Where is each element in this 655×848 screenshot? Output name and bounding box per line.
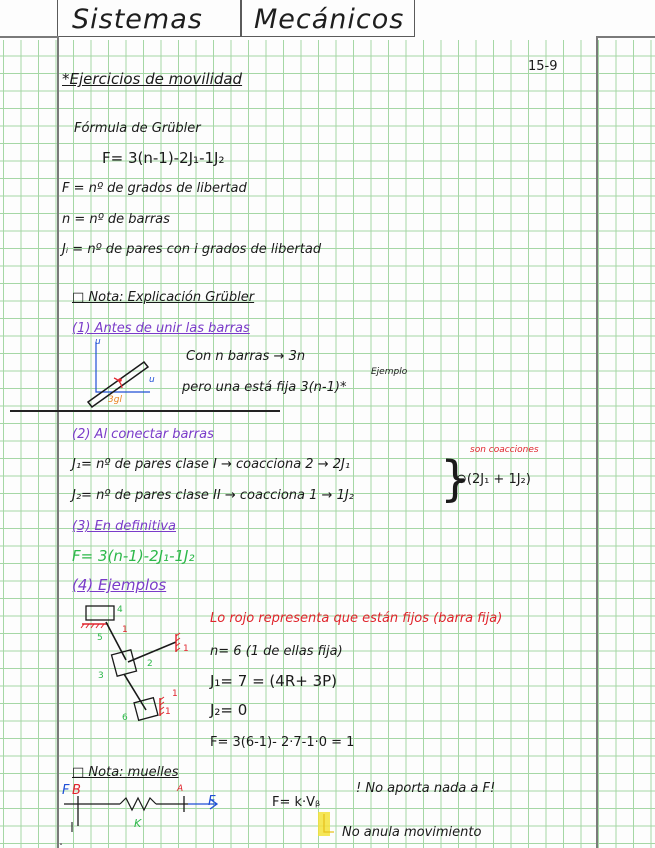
title-divider <box>240 0 242 36</box>
formula-title: Fórmula de Grübler <box>74 121 201 136</box>
step-1-example-label: Ejemplo <box>371 367 408 377</box>
joint-label-1b: 1 <box>183 644 189 654</box>
spring-label-B: B <box>72 783 81 798</box>
example-n: n= 6 (1 de ellas fija) <box>210 644 343 659</box>
header-rule-right <box>596 36 655 38</box>
step-1-heading: (1) Antes de unir las barras <box>72 321 250 336</box>
step-2-heading: (2) Al conectar barras <box>72 427 214 442</box>
step-2-line-2: J₂= nº de pares clase II → coacciona 1 → 1J₂ <box>72 488 354 503</box>
spring-label-A: A <box>177 784 184 794</box>
step-3-heading: (3) En definitiva <box>72 519 176 534</box>
spring-label-F-right: F <box>208 794 216 809</box>
spring-remark: ! No aporta nada a F! <box>356 781 496 796</box>
ground-block-icon <box>86 606 114 620</box>
pivot-dot-icon <box>118 378 122 382</box>
title-sistemas: Sistemas <box>72 4 203 35</box>
constraints-sum: ⊖(2J₁ + 1J₂) <box>456 472 531 487</box>
margin-line-right <box>596 36 598 848</box>
header-rule-left <box>0 36 57 38</box>
step-2-line-1: J₁= nº de pares clase I → coacciona 2 → 2J₁ <box>72 457 351 472</box>
page-date: 15-9 <box>528 59 558 74</box>
step-1-line-1: Con n barras → 3n <box>186 349 306 364</box>
grubler-formula: F= 3(n-1)-2J₁-1J₂ <box>102 149 225 167</box>
example-F-result: F= 3(6-1)- 2·7-1·0 = 1 <box>210 735 355 750</box>
spring-remark-2: No anula movimiento <box>342 825 482 840</box>
spring-icon <box>120 798 156 810</box>
definition-F: F = nº de grados de libertad <box>62 181 247 196</box>
heading-mobility: *Ejercicios de movilidad <box>62 70 243 88</box>
link-label-6: 6 <box>122 713 128 723</box>
example-J1: J₁= 7 = (4R+ 3P) <box>210 672 338 690</box>
margin-line-left <box>57 36 59 848</box>
slider-block-icon <box>111 650 136 676</box>
highlight-arrow-icon <box>316 810 342 840</box>
fig1-axis-top-label: u <box>95 337 101 347</box>
fig1-axis-right-label: u <box>149 375 155 385</box>
speck <box>60 843 62 845</box>
joint-label-1c: 1 <box>172 689 178 699</box>
example-J2: J₂= 0 <box>210 701 248 719</box>
step-1-line-2: pero una está fija 3(n-1)* <box>182 380 347 395</box>
heading-note-springs: □ Nota: muelles <box>72 765 179 780</box>
constraint-brace-icon: } <box>440 451 471 507</box>
definition-Ji: Jᵢ = nº de pares con i grados de libertad <box>62 242 322 257</box>
spring-label-k: K <box>134 817 142 830</box>
section-divider <box>10 410 280 412</box>
spring-formula: F= k·Vᵦ <box>272 795 321 810</box>
spring-label-F-left: F <box>62 783 70 798</box>
constraints-tag: son coacciones <box>470 445 539 455</box>
step-3-formula: F= 3(n-1)-2J₁-1J₂ <box>72 547 195 565</box>
link-label-4: 4 <box>117 605 123 615</box>
joint-label-1d: 1 <box>165 707 171 717</box>
title-mecanicos: Mecánicos <box>254 4 405 35</box>
heading-note-grubler: □ Nota: Explicación Grübler <box>72 290 255 305</box>
step-4-heading: (4) Ejemplos <box>72 576 167 594</box>
mechanism-figure <box>80 600 190 730</box>
link-label-5: 5 <box>97 633 103 643</box>
link-label-2: 2 <box>147 659 153 669</box>
link-label-3: 3 <box>98 671 104 681</box>
joint-label-1a: 1 <box>122 625 128 635</box>
fig1-dof-label: 3gl <box>108 395 122 405</box>
red-legend-note: Lo rojo representa que están fijos (barra fija) <box>210 611 503 626</box>
definition-n: n = nº de barras <box>62 212 170 227</box>
